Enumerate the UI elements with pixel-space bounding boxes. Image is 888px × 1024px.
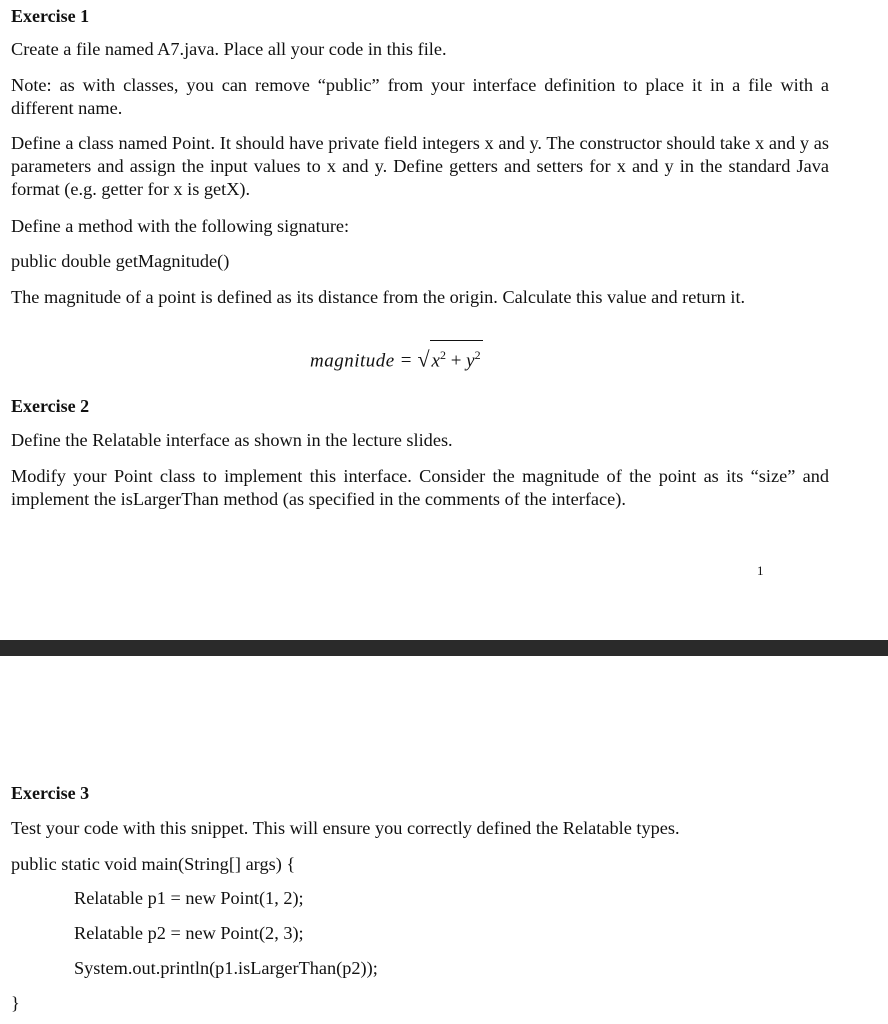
method-signature: public double getMagnitude(): [11, 251, 230, 271]
exercise-1-paragraph: Create a file named A7.java. Place all your code in this file.: [11, 39, 447, 59]
exercise-1-paragraph: Note: as with classes, you can remove “public” from your interface definition to place it in a file with a different name.: [11, 75, 829, 118]
page-number: 1: [757, 563, 764, 578]
var-x: x: [431, 350, 440, 372]
equation-equals: =: [400, 350, 412, 372]
exercise-1-paragraph: Define a class named Point. It should have private field integers x and y. The constructor should take x and y as parameters and assign the input values to x and y. Define getters and setters for x and y in the standard Java format (e.g. getter for x is getX).: [11, 133, 829, 199]
sqrt-symbol: √: [417, 346, 430, 372]
plus-sign: +: [445, 350, 467, 372]
exercise-2-paragraph: Modify your Point class to implement this interface. Consider the magnitude of the point as its “size” and implement the isLargerThan method (as specified in the comments of the interface).: [11, 466, 829, 509]
exponent: 2: [439, 348, 446, 362]
document-page-2: [0, 656, 888, 1024]
var-y: y: [466, 350, 475, 372]
exercise-1-paragraph: Define a method with the following signature:: [11, 216, 350, 236]
exercise-1-heading: Exercise 1: [11, 6, 90, 26]
equation-lhs: magnitude: [310, 350, 395, 372]
exercise-1-paragraph: The magnitude of a point is defined as its distance from the origin. Calculate this value and return it.: [11, 287, 746, 307]
code-line: public static void main(String[] args) {: [11, 854, 296, 874]
page-separator: [0, 640, 888, 656]
sqrt-radicand: [430, 340, 483, 375]
exercise-3-heading: Exercise 3: [11, 783, 90, 803]
code-line: System.out.println(p1.isLargerThan(p2));: [74, 958, 378, 978]
exercise-3-paragraph: Test your code with this snippet. This will ensure you correctly defined the Relatable types.: [11, 818, 680, 838]
magnitude-equation: [310, 340, 483, 375]
code-line: Relatable p2 = new Point(2, 3);: [74, 923, 304, 943]
exercise-2-heading: Exercise 2: [11, 396, 90, 416]
exponent: 2: [474, 348, 481, 362]
code-line: Relatable p1 = new Point(1, 2);: [74, 888, 304, 908]
code-line: }: [11, 993, 20, 1013]
exercise-2-paragraph: Define the Relatable interface as shown in the lecture slides.: [11, 430, 453, 450]
square-root: [417, 340, 482, 375]
